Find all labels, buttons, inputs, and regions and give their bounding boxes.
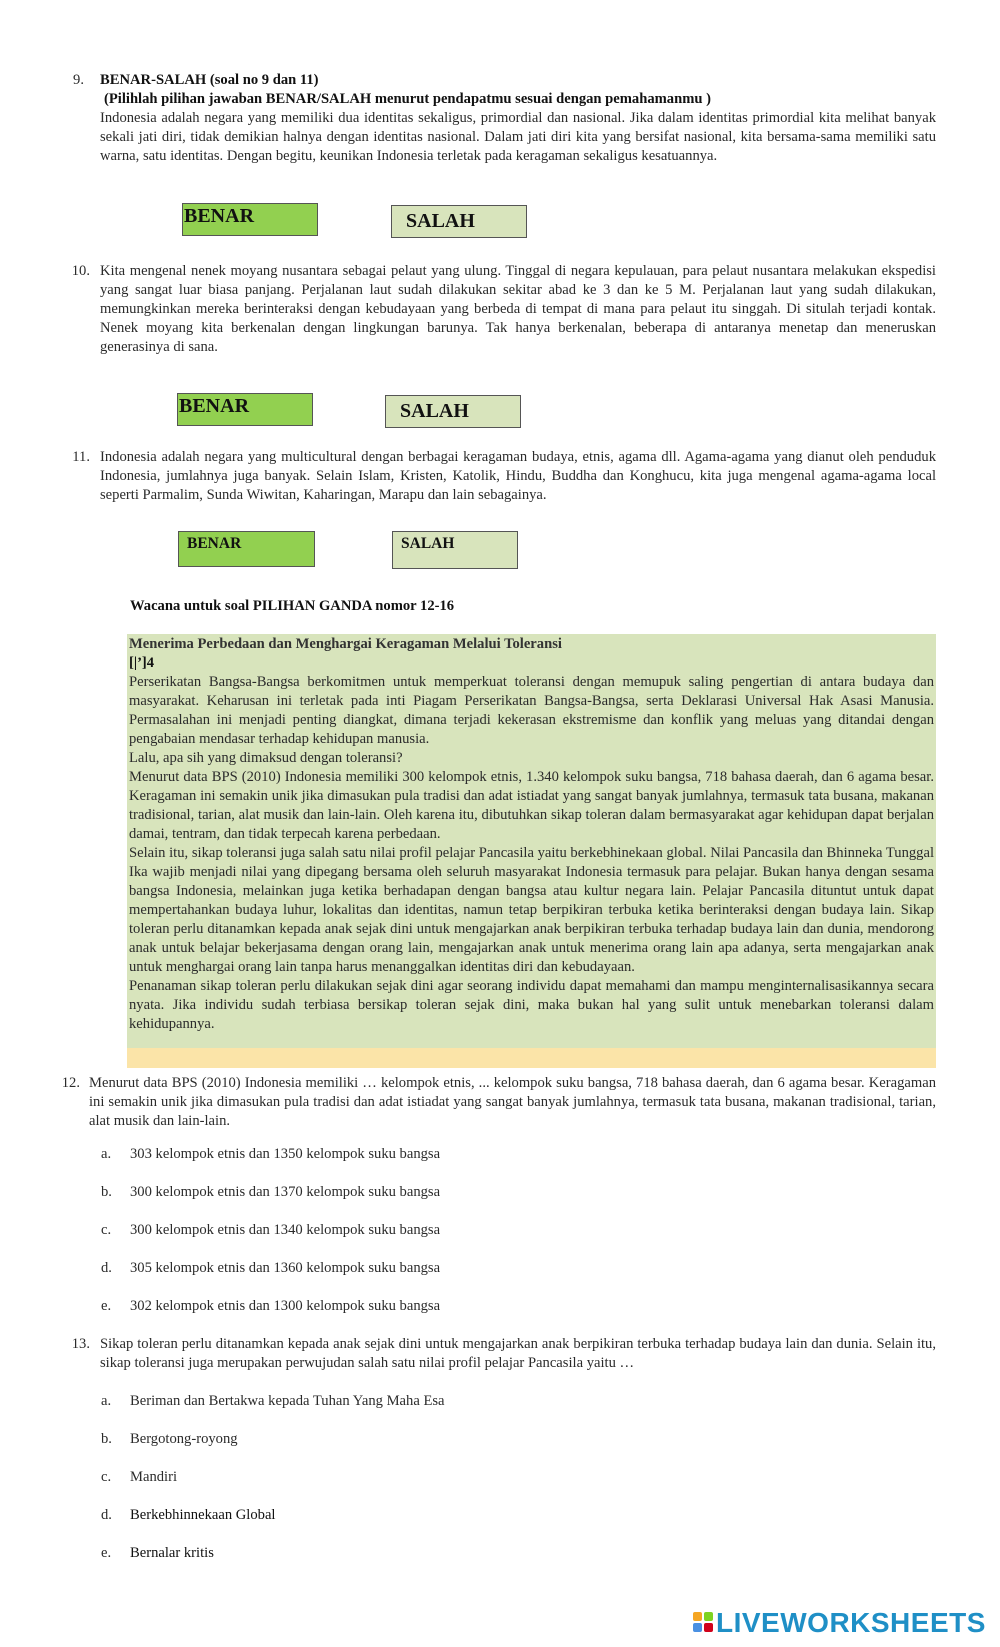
q12-option-a[interactable]: 303 kelompok etnis dan 1350 kelompok suku bangsa (130, 1146, 441, 1162)
wacana-marker: [|’]4 (129, 655, 155, 671)
q13-option-b-letter: b. (101, 1431, 112, 1447)
q13-option-a-letter: a. (101, 1393, 112, 1409)
q12-option-b-letter: b. (101, 1184, 112, 1200)
q13-number: 13. (71, 1336, 90, 1352)
q10-text: Kita mengenal nenek moyang nusantara sebagai pelaut yang ulung. Tinggal di negara kepulauan, para pelaut nusantara melakukan ekspedisi yang sangat luar biasa panjang. Perjalanan laut sudah dilakukan sekitar abad ke 3 dan ke 5 M. Perjalanan laut yang sudah dilakukan, memungkinkan mereka berinteraksi dengan kebudayaan yang berbeda di tempat di mana para pelaut itu singgah. Di situlah terjadi kontak. Nenek moyang kita berkenalan dengan lingkungan barunya. Tak hanya berkenalan, beberapa di antaranya menetap dan meneruskan generasinya di sana. (100, 263, 936, 355)
q13-option-e-letter: e. (101, 1545, 112, 1561)
q9-benar-button[interactable]: BENAR (182, 203, 318, 236)
q12-option-b[interactable]: 300 kelompok etnis dan 1370 kelompok suku bangsa (130, 1184, 441, 1200)
q11-text: Indonesia adalah negara yang multicultural dengan berbagai keragaman budaya, etnis, agama dll. Agama-agama yang dianut oleh penduduk Indonesia, jumlahnya juga banyak. Selain Islam, Kristen, Katolik, Hindu, Buddha dan Konghucu, kita juga mengenal agama-agama local seperti Parmalim, Sunda Wiwitan, Kaharingan, Marapu dan lain sebagainya. (100, 449, 936, 503)
q12-option-d-letter: d. (101, 1260, 112, 1276)
wacana-paragraph-1: Perserikatan Bangsa-Bangsa berkomitmen untuk memperkuat toleransi dengan memupuk saling pengertian di antara budaya dan masyarakat. Keharusan ini terletak pada inti Piagam Perserikatan Bangsa-Bangsa, serta Deklarasi Universal Hak Asasi Manusia. Permasalahan ini menjadi penting diangkat, dimana terjadi kekerasan ekstremisme dan konflik yang meluas yang ditandai dengan pengabaian mendasar terhadap kehidupan manusia. (129, 674, 934, 747)
liveworksheets-logo-icon (693, 1612, 713, 1632)
logo-square-2 (704, 1612, 713, 1621)
q12-option-c-letter: c. (101, 1222, 112, 1238)
wacana-paragraph-5: Penanaman sikap toleran perlu dilakukan sejak dini agar seorang individu dapat memahami dan mampu menginternalisasikannya secara nyata. Jika individu sudah terbiasa bersikap toleran sejak dini, maka bukan hal yang sulit untuk menebarkan toleransi dalam kehidupannya. (129, 978, 934, 1032)
q11-benar-button[interactable]: BENAR (178, 531, 315, 567)
wacana-paragraph-3: Menurut data BPS (2010) Indonesia memiliki 300 kelompok etnis, 1.340 kelompok suku bangsa, 718 bahasa daerah, dan 6 agama besar. Keragaman ini semakin unik jika dimasukan pula tradisi dan adat istiadat yang sangat banyak jumlahnya, termasuk tata busana, makanan tradisional, tarian, alat musik dan lain-lain. Oleh karena itu, dibutuhkan sikap toleran dalam bermasyarakat agar kehidupan dapat berjalan damai, tentram, dan tidak terpecah karena perbedaan. (129, 769, 934, 842)
wacana-heading: Wacana untuk soal PILIHAN GANDA nomor 12-16 (130, 598, 455, 614)
q13-option-d[interactable]: Berkebhinnekaan Global (130, 1507, 276, 1523)
q9-text: Indonesia adalah negara yang memiliki dua identitas sekaligus, primordial dan nasional. Jika dalam identitas primordial kita melihat banyak sekali jati diri, tidak demikian halnya dengan identitas nasional. Dalam jati diri kita yang bersifat nasional, kita bersama-sama memiliki satu warna, satu identitas. Dengan begitu, keunikan Indonesia terletak pada keragaman sekaligus kesatuannya. (100, 110, 936, 164)
q9-number: 9. (73, 72, 84, 88)
wacana-bottom-strip (127, 1048, 936, 1068)
wacana-paragraph-2: Lalu, apa sih yang dimaksud dengan toleransi? (129, 750, 403, 766)
q13-option-c-letter: c. (101, 1469, 112, 1485)
q9-title: BENAR-SALAH (soal no 9 dan 11) (100, 72, 319, 88)
q13-option-d-letter: d. (101, 1507, 112, 1523)
wacana-paragraph-4: Selain itu, sikap toleransi juga salah satu nilai profil pelajar Pancasila yaitu berkebhinekaan global. Nilai Pancasila dan Bhinneka Tunggal Ika wajib menjadi nilai yang dipegang bersama oleh seluruh masyarakat Indonesia termasuk para pelajar. Bukan hanya dengan sesama bangsa Indonesia, melainkan juga ketika berhadapan dengan bangsa atau kultur negara lain. Pelajar Pancasila dituntut untuk dapat mempertahankan budaya luhur, lokalitas dan identitas, namun tetap berpikiran terbuka ketika berinteraksi dengan budaya lain. Sikap toleran perlu ditanamkan kepada anak sejak dini untuk mengajarkan anak berpikiran terbuka terhadap budaya lain dan dunia, mendorong anak untuk belajar bekerjasama dengan orang lain, mengajarkan anak untuk menerima orang lain apa adanya, serta mengajarkan anak untuk menghargai orang lain tanpa harus menanggalkan identitas diri dan kebudayaan. (129, 845, 934, 975)
logo-square-3 (693, 1623, 702, 1632)
q10-salah-button[interactable]: SALAH (385, 395, 521, 428)
liveworksheets-logo-text: LIVEWORKSHEETS (716, 1606, 986, 1638)
wacana-title: Menerima Perbedaan dan Menghargai Keragaman Melalui Toleransi (129, 636, 562, 652)
q9-instruction: (Pilihlah pilihan jawaban BENAR/SALAH menurut pendapatmu sesuai dengan pemahamanmu ) (104, 91, 711, 107)
q12-option-c[interactable]: 300 kelompok etnis dan 1340 kelompok suku bangsa (130, 1222, 441, 1238)
q11-salah-button[interactable]: SALAH (392, 531, 518, 569)
liveworksheets-logo[interactable] (693, 1607, 986, 1637)
q12-number: 12. (61, 1075, 80, 1091)
q11-number: 11. (72, 449, 90, 465)
q12-option-e[interactable]: 302 kelompok etnis dan 1300 kelompok suku bangsa (130, 1298, 441, 1314)
wacana-passage (127, 634, 936, 1068)
q12-option-a-letter: a. (101, 1146, 112, 1162)
logo-square-1 (693, 1612, 702, 1621)
q13-option-b[interactable]: Bergotong-royong (130, 1431, 238, 1447)
q12-option-d[interactable]: 305 kelompok etnis dan 1360 kelompok suku bangsa (130, 1260, 441, 1276)
q13-text: Sikap toleran perlu ditanamkan kepada anak sejak dini untuk mengajarkan anak berpikiran terbuka terhadap budaya lain dan dunia. Selain itu, sikap toleransi juga merupakan perwujudan salah satu nilai profil pelajar Pancasila yaitu … (100, 1336, 936, 1371)
q9-salah-button[interactable]: SALAH (391, 205, 527, 238)
q13-option-e[interactable]: Bernalar kritis (130, 1545, 214, 1561)
q12-option-e-letter: e. (101, 1298, 112, 1314)
q12-text: Menurut data BPS (2010) Indonesia memiliki … kelompok etnis, ... kelompok suku bangsa, 718 bahasa daerah, dan 6 agama besar. Keragaman ini semakin unik jika dimasukan pula tradisi dan adat istiadat yang sangat banyak jumlahnya, termasuk tata busana, makanan tradisional, tarian, alat musik dan lain-lain. (89, 1075, 936, 1129)
q10-number: 10. (71, 263, 90, 279)
q13-option-a[interactable]: Beriman dan Bertakwa kepada Tuhan Yang Maha Esa (130, 1393, 445, 1409)
logo-square-4 (704, 1623, 713, 1632)
q13-option-c[interactable]: Mandiri (130, 1469, 178, 1485)
q10-benar-button[interactable]: BENAR (177, 393, 313, 426)
